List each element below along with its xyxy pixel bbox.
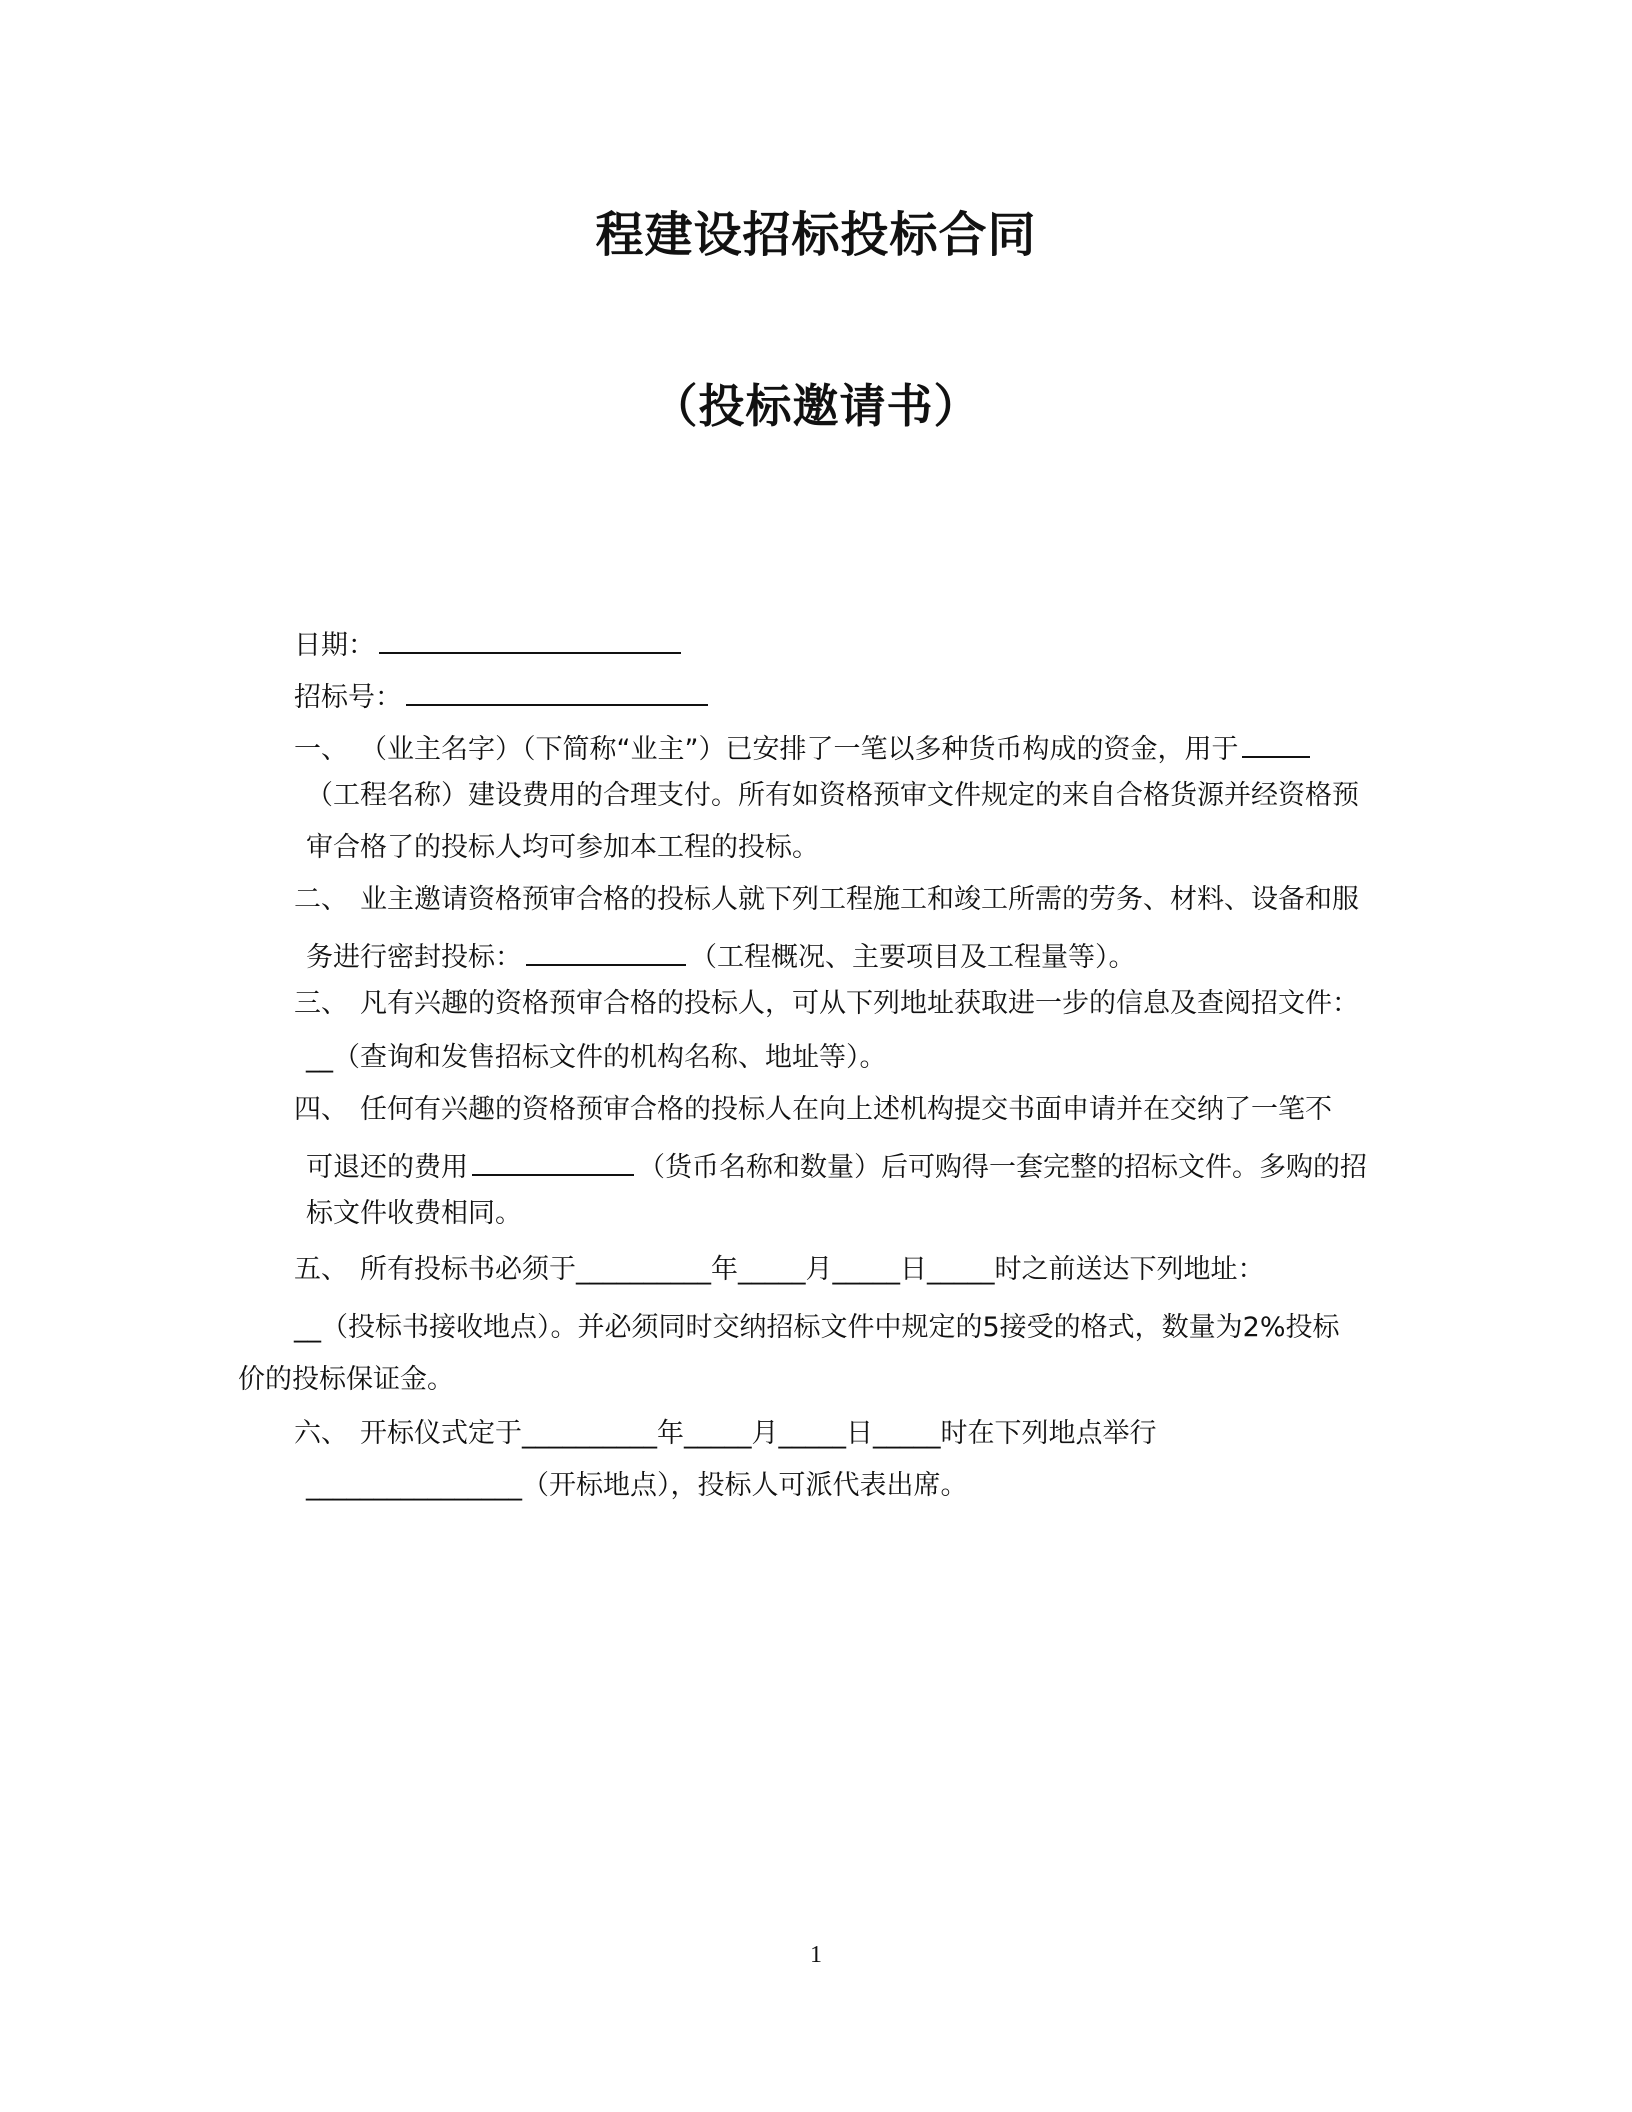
clause-5-text-3: 价的投标保证金。 [238,1364,454,1395]
document-title: 程建设招标投标合同 [595,207,1037,263]
clause-4-line-1 [294,1092,1332,1128]
clause-3-text-1: 凡有兴趣的资格预审合格的投标人，可从下列地址获取进一步的信息及查阅招文件： [360,988,1359,1019]
clause-2-text-2: 务进行密封投标： [306,942,522,973]
clause-5-number: 五、 [294,1254,348,1285]
clause-5-text-2: __（投标书接收地点）。并必须同时交纳招标文件中规定的5接受的格式，数量为2%投标 [294,1312,1340,1343]
clause-4-line-3 [306,1196,522,1232]
clause-1-line-2 [306,778,1359,814]
clause-5-text-1: 所有投标书必须于__________年_____月_____日_____时之前送达下列地址： [360,1254,1265,1285]
clause-5-line-3 [238,1362,454,1398]
date-row [294,622,685,664]
project-name-blank [1242,726,1310,758]
clause-5-line-2 [294,1310,1340,1346]
clause-4-text-4: 标文件收费相同。 [306,1198,522,1229]
clause-4-text-2: 可退还的费用 [306,1152,468,1183]
page-number: 1 [810,1942,822,1968]
clause-6-line-1 [294,1416,1157,1452]
clause-6-text-2: ________________（开标地点），投标人可派代表出席。 [306,1470,968,1501]
clause-1-text-2: （工程名称）建设费用的合理支付。所有如资格预审文件规定的来自合格货源并经资格预 [306,780,1359,811]
tender-number-blank [406,674,708,706]
clause-6-number: 六、 [294,1418,348,1449]
clause-2-text-3: （工程概况、主要项目及工程量等）。 [690,942,1136,973]
date-label: 日期： [294,630,375,661]
fee-blank [472,1144,634,1176]
clause-1-number: 一、 [294,734,348,765]
clause-1-line-1 [294,726,1314,768]
clause-4-text-3: （货币名称和数量）后可购得一套完整的招标文件。多购的招 [638,1152,1367,1183]
clause-1-text-1: （业主名字）（下简称“业主”）已安排了一笔以多种货币构成的资金，用于 [360,734,1239,765]
clause-1-text-3: 审合格了的投标人均可参加本工程的投标。 [306,832,819,863]
clause-4-number: 四、 [294,1094,348,1125]
clause-1-line-3 [306,830,819,866]
clause-2-text-1: 业主邀请资格预审合格的投标人就下列工程施工和竣工所需的劳务、材料、设备和服 [360,884,1359,915]
clause-3-number: 三、 [294,988,348,1019]
date-blank [379,622,681,654]
clause-6-line-2 [306,1468,968,1504]
clause-4-text-1: 任何有兴趣的资格预审合格的投标人在向上述机构提交书面申请并在交纳了一笔不 [360,1094,1332,1125]
clause-4-line-2 [306,1144,1367,1186]
tender-number-label: 招标号： [294,682,402,713]
clause-3-text-2: __（查询和发售招标文件的机构名称、地址等）。 [306,1042,887,1073]
tender-number-row [294,674,712,716]
clause-2-number: 二、 [294,884,348,915]
document-subtitle: （投标邀请书） [651,379,981,433]
clause-3-line-2 [306,1040,887,1076]
clause-3-line-1 [294,986,1359,1022]
clause-5-line-1 [294,1252,1265,1288]
clause-2-line-2 [306,934,1136,976]
clause-2-line-1 [294,882,1359,918]
works-blank [526,934,686,966]
clause-6-text-1: 开标仪式定于__________年_____月_____日_____时在下列地点举行 [360,1418,1157,1449]
